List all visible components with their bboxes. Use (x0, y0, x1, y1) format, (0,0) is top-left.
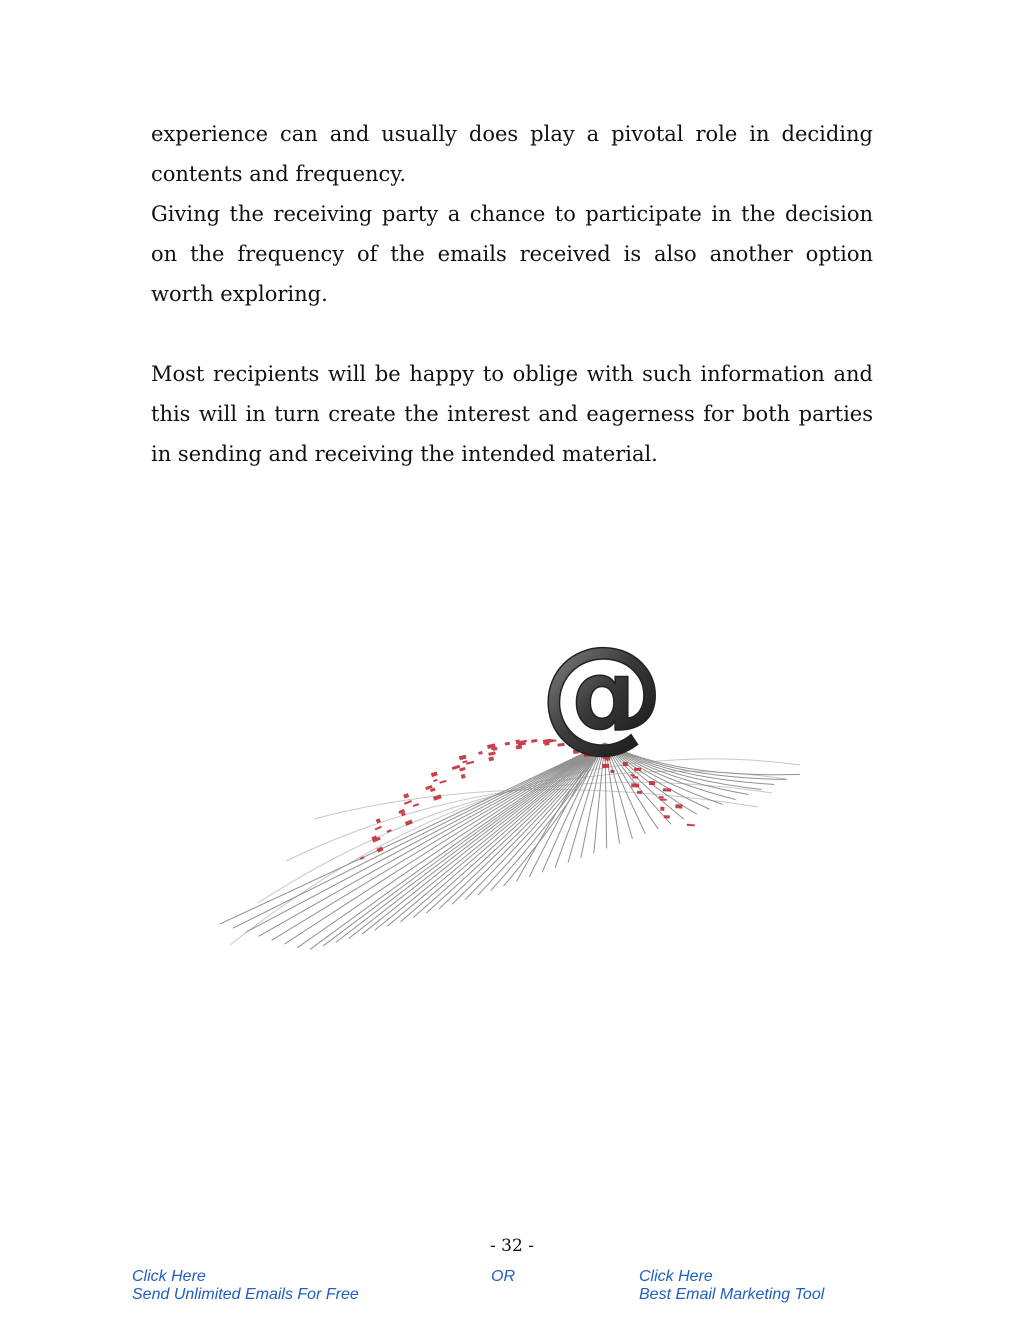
globe-latitude-line (230, 759, 800, 945)
globe-red-mark (660, 799, 667, 801)
globe-red-mark (413, 803, 419, 807)
globe-red-mark (433, 794, 442, 800)
globe-red-mark (632, 776, 638, 778)
email-globe-illustration (210, 615, 810, 960)
globe-red-mark (488, 751, 495, 755)
globe-red-mark (433, 779, 437, 782)
globe-red-mark (516, 739, 521, 744)
at-symbol: @ (540, 621, 664, 765)
footer-link-send-unlimited[interactable] (132, 1268, 359, 1304)
footer-or-label: OR (491, 1268, 515, 1285)
footer-link-right-line2[interactable]: Best Email Marketing Tool (639, 1286, 825, 1303)
globe-red-mark (664, 815, 670, 818)
globe-red-mark (452, 765, 461, 770)
globe-red-mark (663, 788, 671, 791)
globe-red-mark (634, 768, 641, 771)
globe-red-mark (461, 774, 466, 779)
globe-red-mark (431, 771, 438, 777)
globe-latitude-line (286, 782, 772, 861)
globe-meridian-line (400, 743, 605, 922)
globe-red-mark (375, 826, 382, 831)
globe-red-mark (659, 796, 664, 798)
paragraph-1: experience can and usually does play a pivotal role in deciding contents and frequency. (151, 122, 873, 186)
globe-red-mark (405, 820, 413, 826)
globe-red-mark (675, 804, 682, 809)
globe-red-mark (531, 739, 537, 743)
footer-link-right-line1[interactable]: Click Here (639, 1268, 713, 1285)
globe-red-mark (649, 781, 655, 785)
globe-red-mark (660, 807, 664, 811)
footer-link-best-tool[interactable] (639, 1268, 824, 1304)
globe-red-mark (687, 824, 695, 827)
paragraph-3: Most recipients will be happy to oblige with such information and this will in turn create the interest and eagerness for both parties in sending and receiving the intended material. (151, 362, 873, 466)
paragraph-2: Giving the receiving party a chance to participate in the decision on the frequency of the emails received is also another option worth exploring. (151, 202, 873, 306)
globe-red-mark (610, 770, 614, 773)
globe-red-mark (637, 791, 642, 794)
globe-red-mark (488, 756, 494, 761)
globe-at-icon (210, 615, 810, 960)
globe-meridian-line (375, 743, 605, 930)
footer-link-left-line2[interactable]: Send Unlimited Emails For Free (132, 1286, 359, 1303)
globe-red-mark (459, 755, 467, 761)
globe-red-mark (631, 783, 639, 787)
globe-meridian-line (323, 743, 605, 946)
globe-meridian-line (246, 743, 605, 932)
globe-meridian-line (452, 743, 605, 904)
globe-meridian-line (362, 743, 605, 934)
globe-red-mark (505, 742, 510, 746)
globe-red-mark (630, 774, 634, 776)
globe-red-mark (404, 800, 412, 805)
globe-red-mark (439, 780, 446, 784)
document-body (151, 114, 873, 474)
globe-red-mark (403, 793, 409, 798)
globe-red-mark (478, 751, 483, 755)
page-number: - 32 - (490, 1236, 534, 1256)
footer-link-left-line1[interactable]: Click Here (132, 1268, 206, 1285)
globe-meridian-line (220, 743, 605, 924)
